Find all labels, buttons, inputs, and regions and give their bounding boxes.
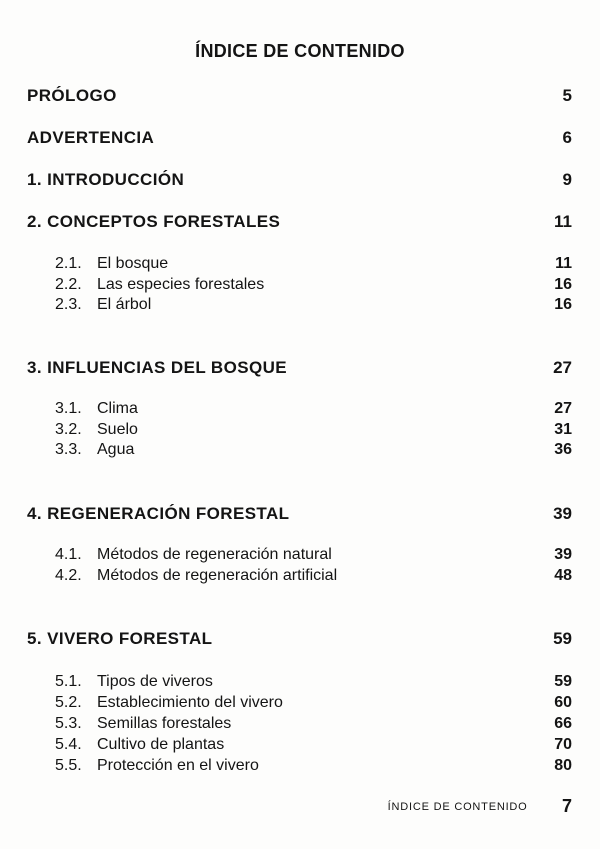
toc-section-number: 2.3. <box>55 296 82 313</box>
toc-section-number: 4.1. <box>55 546 82 563</box>
toc-section-3-3 <box>0 441 600 465</box>
toc-entry-label: Agua <box>97 441 135 458</box>
toc-section-number: 3.3. <box>55 441 82 458</box>
toc-entry-label: Establecimiento del vivero <box>97 694 283 711</box>
toc-entry-label: Cultivo de plantas <box>97 736 225 753</box>
toc-entry-page: 11 <box>554 212 572 231</box>
toc-entry-page: 48 <box>554 567 572 584</box>
toc-entry-label: 4. REGENERACIÓN FORESTAL <box>27 504 290 523</box>
toc-entry-page: 36 <box>554 441 572 458</box>
toc-section-number: 5.3. <box>55 715 82 732</box>
toc-entry-label: 5. VIVERO FORESTAL <box>27 629 213 648</box>
toc-section-number: 5.1. <box>55 673 82 690</box>
toc-entry-label: Clima <box>97 400 138 417</box>
toc-chapter-4 <box>0 504 600 528</box>
toc-entry-label: 1. INTRODUCCIÓN <box>27 170 185 189</box>
toc-entry-label: Tipos de viveros <box>97 673 213 690</box>
toc-entry-page: 16 <box>554 296 572 313</box>
toc-entry-page: 6 <box>562 128 572 147</box>
toc-chapter-3 <box>0 358 600 382</box>
toc-entry-label: El bosque <box>97 255 169 272</box>
toc-section-5-5 <box>0 757 600 781</box>
toc-section-number: 5.4. <box>55 736 82 753</box>
toc-entry-label: Métodos de regeneración artificial <box>97 567 338 584</box>
toc-entry-prologo <box>0 86 600 110</box>
toc-entry-label: Suelo <box>97 421 138 438</box>
toc-entry-label: ADVERTENCIA <box>27 128 155 147</box>
toc-entry-page: 9 <box>562 170 572 189</box>
toc-entry-page: 5 <box>562 86 572 105</box>
toc-entry-label: 3. INFLUENCIAS DEL BOSQUE <box>27 358 287 377</box>
toc-entry-label: Métodos de regeneración natural <box>97 546 332 563</box>
toc-entry-page: 70 <box>554 736 572 753</box>
toc-entry-advertencia <box>0 128 600 152</box>
toc-section-number: 3.2. <box>55 421 82 438</box>
toc-section-number: 5.5. <box>55 757 82 774</box>
toc-chapter-5 <box>0 629 600 653</box>
toc-entry-page: 80 <box>554 757 572 774</box>
toc-entry-label: 2. CONCEPTOS FORESTALES <box>27 212 281 231</box>
toc-section-number: 5.2. <box>55 694 82 711</box>
toc-section-number: 3.1. <box>55 400 82 417</box>
toc-entry-page: 60 <box>554 694 572 711</box>
toc-entry-page: 27 <box>553 358 572 377</box>
toc-entry-page: 31 <box>554 421 572 438</box>
toc-entry-page: 11 <box>555 255 572 272</box>
toc-section-number: 2.2. <box>55 276 82 293</box>
page-number: 7 <box>561 796 572 816</box>
page-title: ÍNDICE DE CONTENIDO <box>195 41 405 61</box>
toc-entry-label: PRÓLOGO <box>27 86 117 105</box>
toc-entry-page: 59 <box>553 629 572 648</box>
toc-entry-page: 16 <box>554 276 572 293</box>
toc-entry-page: 39 <box>554 546 572 563</box>
toc-entry-label: El árbol <box>97 296 152 313</box>
toc-chapter-2 <box>0 212 600 236</box>
toc-section-number: 4.2. <box>55 567 82 584</box>
toc-entry-page: 59 <box>554 673 572 690</box>
toc-chapter-1 <box>0 170 600 194</box>
toc-entry-page: 39 <box>553 504 572 523</box>
toc-entry-page: 27 <box>554 400 572 417</box>
toc-section-number: 2.1. <box>55 255 82 272</box>
toc-entry-label: Semillas forestales <box>97 715 232 732</box>
toc-entry-label: Protección en el vivero <box>97 757 259 774</box>
running-footer-title: ÍNDICE DE CONTENIDO <box>387 801 528 813</box>
toc-entry-page: 66 <box>554 715 572 732</box>
toc-section-2-3 <box>0 296 600 320</box>
toc-entry-label: Las especies forestales <box>97 276 265 293</box>
page-footer <box>388 796 572 817</box>
toc-section-4-2 <box>0 567 600 591</box>
